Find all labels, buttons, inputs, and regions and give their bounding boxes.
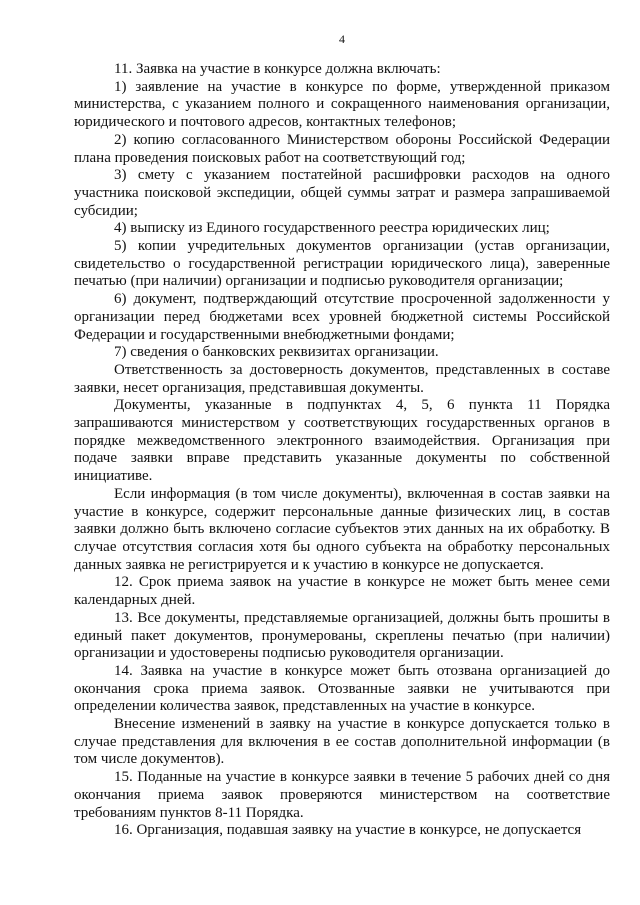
paragraph-subitem-7: 7) сведения о банковских реквизитах организации. — [114, 344, 439, 361]
paragraph-item-14: 14. Заявка на участие в конкурсе может быть отозвана организацией до окончания срока приема заявок. Отозванные заявки не учитываются при определении количества заявок, представленных на участие в конкурсе. — [74, 662, 610, 715]
paragraph-item-11-intro: 11. Заявка на участие в конкурсе должна включать: — [114, 61, 441, 77]
paragraph-subitem-2: 2) копию согласованного Министерством обороны Российской Федерации плана проведения поисковых работ на соответствующий год; — [74, 131, 610, 166]
paragraph-responsibility: Ответственность за достоверность документов, представленных в составе заявки, несет организация, представившая документы. — [74, 361, 610, 396]
paragraph-item-12: 12. Срок приема заявок на участие в конкурсе не может быть менее семи календарных дней. — [74, 574, 610, 609]
paragraph-subitem-6: 6) документ, подтверждающий отсутствие просроченной задолженности у организации перед бюджетами всех уровней бюджетной системы Российской Федерации и государственными внебюджетными фондами; — [74, 291, 610, 343]
paragraph-item-15: 15. Поданные на участие в конкурсе заявки в течение 5 рабочих дней со дня окончания приема заявок проверяются министерством на соответствие требованиям пунктов 8-11 Порядка. — [74, 769, 610, 821]
paragraph-item-16: 16. Организация, подавшая заявку на участие в конкурсе, не допускается — [114, 822, 582, 839]
page-number: 4 — [339, 32, 345, 46]
paragraph-documents-request: Документы, указанные в подпунктах 4, 5, 6 пункта 11 Порядка запрашиваются министерством у соответствующих государственных органов в порядке межведомственного электронного взаимодействия. Организация при подаче заявки вправе представить указанные документы по собственной инициативе. — [74, 397, 610, 485]
paragraph-personal-data: Если информация (в том числе документы), включенная в состав заявки на участие в конкурсе, содержит персональные данные физических лиц, в состав заявки должно быть включено согласие субъектов этих данных на их обработку. В случае отсутствия согласия хотя бы одного субъекта на обработку персональных данных заявка не регистрируется и к участию в конкурсе не допускается. — [74, 485, 610, 573]
paragraph-subitem-1: 1) заявление на участие в конкурсе по форме, утвержденной приказом министерства, с указанием полного и сокращенного наименования организации, юридического и почтового адресов, контактных телефонов; — [74, 78, 610, 131]
paragraph-subitem-3: 3) смету с указанием постатейной расшифровки расходов на одного участника поисковой экспедиции, общей суммы затрат и размера запрашиваемой субсидии; — [74, 167, 610, 219]
paragraph-subitem-4: 4) выписку из Единого государственного реестра юридических лиц; — [114, 220, 550, 237]
paragraph-subitem-5: 5) копии учредительных документов организации (устав организации, свидетельство о государственной регистрации юридического лица), заверенные печатью (при наличии) организации и подписью руководителя организации; — [74, 238, 610, 290]
paragraph-changes: Внесение изменений в заявку на участие в конкурсе допускается только в случае представления для включения в ее состав дополнительной информации (в том числе документов). — [74, 716, 610, 768]
paragraph-item-13: 13. Все документы, представляемые организацией, должны быть прошиты в единый пакет документов, пронумерованы, скреплены печатью (при наличии) организации и удостоверены подписью руководителя организации. — [74, 609, 610, 662]
